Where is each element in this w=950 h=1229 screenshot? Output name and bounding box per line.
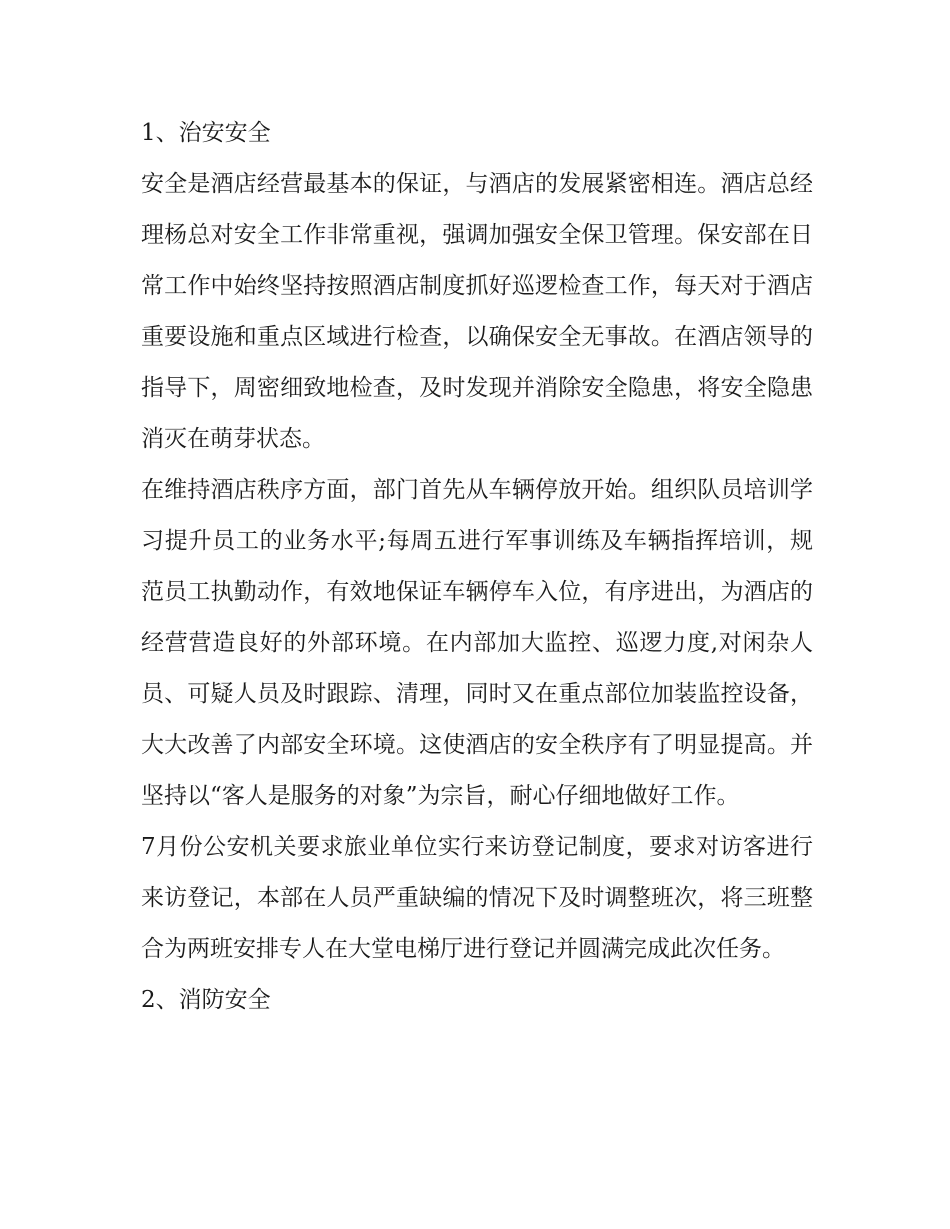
paragraph-order-maintenance: 在维持酒店秩序方面，部门首先从车辆停放开始。组织队员培训学习提升员工的业务水平;每周五进行军事训练及车辆指挥培训，规范员工执勤动作，有效地保证车辆停车入位，有序进出，为酒店的经营营造良好的外部环境。在内部加大监控、巡逻力度,对闲杂人员、可疑人员及时跟踪、清理，同时又在重点部位加装监控设备，大大改善了内部安全环境。这使酒店的安全秩序有了明显提高。并坚持以“客人是服务的对象”为宗旨，耐心仔细地做好工作。 — [141, 477, 813, 809]
section-heading-fire-safety: 2、消防安全 — [141, 987, 271, 1013]
paragraph-visitor-registration: 7月份公安机关要求旅业单位实行来访登记制度，要求对访客进行来访登记，本部在人员严重缺编的情况下及时调整班次，将三班整合为两班安排专人在大堂电梯厅进行登记并圆满完成此次任务。 — [141, 834, 813, 962]
paragraph-security-importance: 安全是酒店经营最基本的保证，与酒店的发展紧密相连。酒店总经理杨总对安全工作非常重视，强调加强安全保卫管理。保安部在日常工作中始终坚持按照酒店制度抓好巡逻检查工作，每天对于酒店重要设施和重点区域进行检查，以确保安全无事故。在酒店领导的指导下，周密细致地检查，及时发现并消除安全隐患，将安全隐患消灭在萌芽状态。 — [141, 171, 813, 452]
section-heading-public-security: 1、治安安全 — [141, 120, 271, 146]
document-body — [141, 108, 813, 1026]
